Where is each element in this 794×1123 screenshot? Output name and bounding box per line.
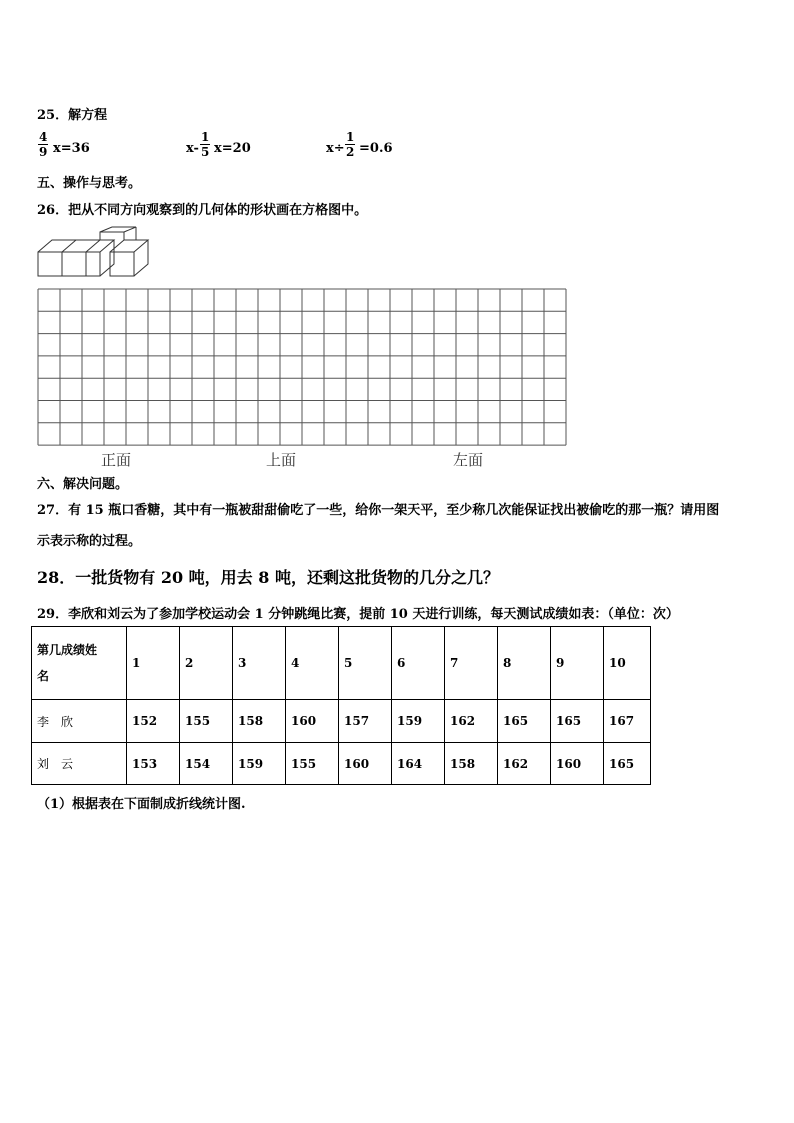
value-cell: 152 bbox=[127, 700, 180, 743]
value-cell: 165 bbox=[551, 700, 604, 743]
value-cell: 167 bbox=[604, 700, 651, 743]
value-cell: 155 bbox=[286, 743, 339, 785]
value-cell: 160 bbox=[551, 743, 604, 785]
q29-title: 29．李欣和刘云为了参加学校运动会 1 分钟跳绳比赛，提前 10 天进行训练，每天测试成绩如表：（单位：次） bbox=[37, 607, 679, 622]
value-cell: 158 bbox=[445, 743, 498, 785]
value-cell: 159 bbox=[392, 700, 445, 743]
day-cell: 10 bbox=[604, 627, 651, 700]
value-cell: 155 bbox=[180, 700, 233, 743]
fraction: $\frac{4}{9}$ bbox=[39, 130, 48, 159]
grid-label-top: 上面 bbox=[266, 451, 297, 469]
day-cell: 2 bbox=[180, 627, 233, 700]
q26-title: 26．把从不同方向观察到的几何体的形状画在方格图中。 bbox=[37, 203, 368, 218]
header-corner-cell: 第几成绩姓 名 bbox=[32, 627, 127, 700]
day-cell: 4 bbox=[286, 627, 339, 700]
value-cell: 164 bbox=[392, 743, 445, 785]
value-cell: 154 bbox=[180, 743, 233, 785]
value-cell: 157 bbox=[339, 700, 392, 743]
q25-title: 25．解方程 bbox=[37, 108, 108, 123]
table-row bbox=[32, 700, 651, 743]
drawing-grid[interactable] bbox=[37, 288, 571, 448]
day-cell: 3 bbox=[233, 627, 286, 700]
value-cell: 165 bbox=[604, 743, 651, 785]
cube-solid-figure bbox=[36, 226, 156, 278]
value-cell: 160 bbox=[286, 700, 339, 743]
q28-question: 28．一批货物有 20 吨，用去 8 吨，还剩这批货物的几分之几？ bbox=[37, 568, 499, 587]
section-6-title: 六、解决问题。 bbox=[37, 477, 129, 492]
fraction: $\frac{1}{2}$ bbox=[346, 130, 355, 159]
score-table bbox=[31, 626, 651, 785]
day-cell: 9 bbox=[551, 627, 604, 700]
day-cell: 1 bbox=[127, 627, 180, 700]
fraction: $\frac{1}{5}$ bbox=[201, 130, 210, 159]
q27-line1: 27．有 15 瓶口香糖，其中有一瓶被甜甜偷吃了一些，给你一架天平，至少称几次能保证找出被偷吃的那一瓶？请用图 bbox=[37, 503, 720, 518]
day-cell: 7 bbox=[445, 627, 498, 700]
value-cell: 159 bbox=[233, 743, 286, 785]
value-cell: 165 bbox=[498, 700, 551, 743]
value-cell: 158 bbox=[233, 700, 286, 743]
day-cell: 8 bbox=[498, 627, 551, 700]
name-cell: 李 欣 bbox=[32, 700, 127, 743]
grid-label-left: 左面 bbox=[453, 451, 484, 469]
q27-line2: 示表示称的过程。 bbox=[37, 534, 142, 549]
value-cell: 162 bbox=[445, 700, 498, 743]
value-cell: 160 bbox=[339, 743, 392, 785]
value-cell: 153 bbox=[127, 743, 180, 785]
name-cell: 刘 云 bbox=[32, 743, 127, 785]
value-cell: 162 bbox=[498, 743, 551, 785]
section-5-title: 五、操作与思考。 bbox=[37, 176, 142, 191]
grid-label-front: 正面 bbox=[101, 451, 132, 469]
day-cell: 5 bbox=[339, 627, 392, 700]
table-row bbox=[32, 743, 651, 785]
table-header-row bbox=[32, 627, 651, 700]
q29-subquestion-1: （1）根据表在下面制成折线统计图. bbox=[37, 797, 246, 812]
day-cell: 6 bbox=[392, 627, 445, 700]
